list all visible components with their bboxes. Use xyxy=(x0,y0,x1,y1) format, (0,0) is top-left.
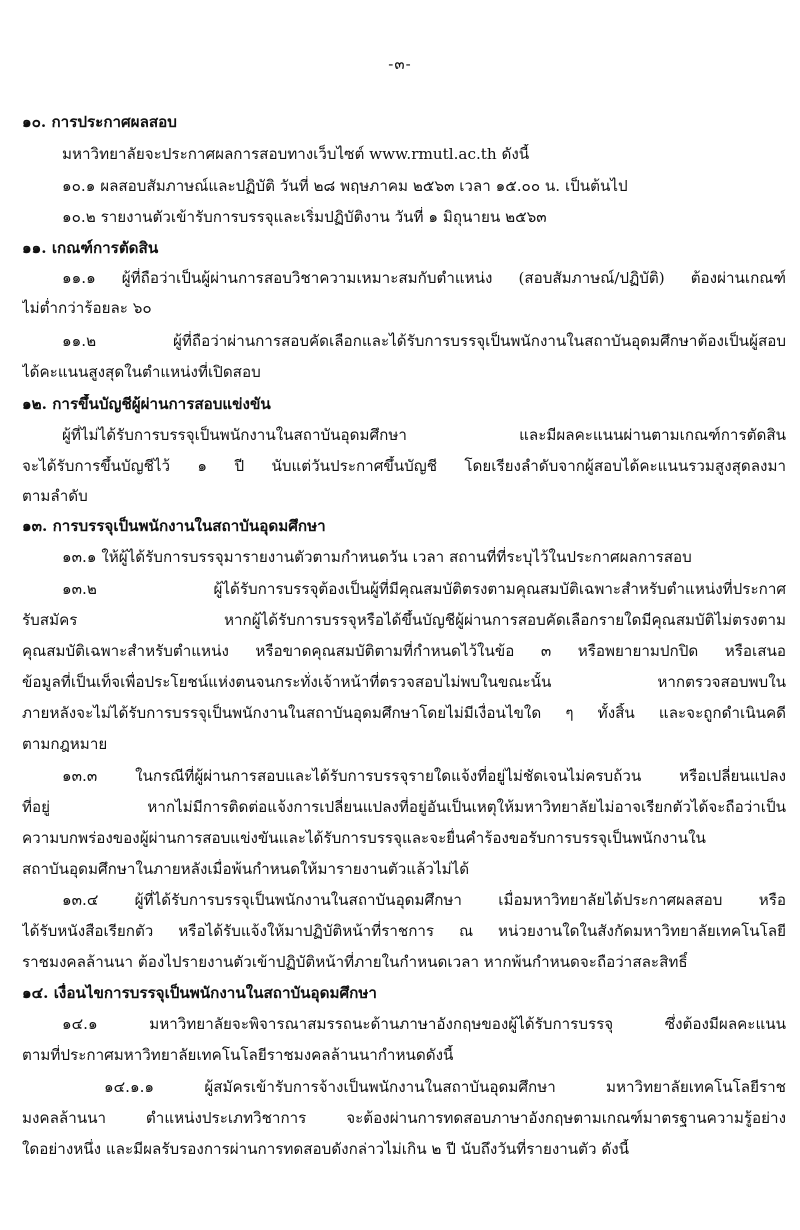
section-13-heading: ๑๓. การบรรจุเป็นพนักงานในสถาบันอุดมศึกษา xyxy=(22,517,326,535)
section-13-3-line-2: ที่อยู่ หากไม่มีการติดต่อแจ้งการเปลี่ยนแปลงที่อยู่อันเป็นเหตุให้มหาวิทยาลัยไม่อาจเรียกตัวได้จะถือว่าเป็น xyxy=(22,798,786,816)
page-number: -๓- xyxy=(388,55,412,73)
section-14-1-1-line-1: ๑๔.๑.๑ ผู้สมัครเข้ารับการจ้างเป็นพนักงานในสถาบันอุดมศึกษา มหาวิทยาลัยเทคโนโลยีราช xyxy=(104,1078,786,1096)
section-13-2-line-3: คุณสมบัติเฉพาะสำหรับตำแหน่ง หรือขาดคุณสมบัติตามที่กำหนดไว้ในข้อ ๓ หรือพยายามปกปิด หรือเสนอ xyxy=(22,642,786,660)
section-12-heading: ๑๒. การขึ้นบัญชีผู้ผ่านการสอบแข่งขัน xyxy=(22,395,271,413)
section-11-2-line-1: ๑๑.๒ ผู้ที่ถือว่าผ่านการสอบคัดเลือกและได้รับการบรรจุเป็นพนักงานในสถาบันอุดมศึกษาต้องเป็นผู้สอบ xyxy=(62,332,786,350)
section-13-2-line-2: รับสมัคร หากผู้ได้รับการบรรจุหรือได้ขึ้นบัญชีผู้ผ่านการสอบคัดเลือกรายใดมีคุณสมบัติไม่ตรงตาม xyxy=(22,611,786,629)
section-12-line-1: ผู้ที่ไม่ได้รับการบรรจุเป็นพนักงานในสถาบันอุดมศึกษา และมีผลคะแนนผ่านตามเกณฑ์การตัดสิน xyxy=(62,426,786,444)
section-11-heading: ๑๑. เกณฑ์การตัดสิน xyxy=(22,239,159,257)
section-11-2-line-2: ได้คะแนนสูงสุดในตำแหน่งที่เปิดสอบ xyxy=(22,363,261,381)
section-14-heading: ๑๔. เงื่อนไขการบรรจุเป็นพนักงานในสถาบันอุดมศึกษา xyxy=(22,984,377,1002)
section-10-1: ๑๐.๑ ผลสอบสัมภาษณ์และปฏิบัติ วันที่ ๒๘ พฤษภาคม ๒๕๖๓ เวลา ๑๕.๐๐ น. เป็นต้นไป xyxy=(62,177,628,195)
section-11-1-line-2: ไม่ต่ำกว่าร้อยละ ๖๐ xyxy=(22,299,152,317)
section-10-2: ๑๐.๒ รายงานตัวเข้ารับการบรรจุและเริ่มปฏิบัติงาน วันที่ ๑ มิถุนายน ๒๕๖๓ xyxy=(62,208,547,226)
section-14-1-line-1: ๑๔.๑ มหาวิทยาลัยจะพิจารณาสมรรถนะด้านภาษาอังกฤษของผู้ได้รับการบรรจุ ซึ่งต้องมีผลคะแนน xyxy=(62,1015,786,1033)
section-14-1-1-line-3: ใดอย่างหนึ่ง และมีผลรับรองการผ่านการทดสอบดังกล่าวไม่เกิน ๒ ปี นับถึงวันที่รายงานตัว ดังนี้ xyxy=(22,1140,630,1158)
section-13-4-line-2: ได้รับหนังสือเรียกตัว หรือได้รับแจ้งให้มาปฏิบัติหน้าที่ราชการ ณ หน่วยงานใดในสังกัดมหาวิทยาลัยเทคโนโลยี xyxy=(22,922,786,940)
section-11-1-line-1: ๑๑.๑ ผู้ที่ถือว่าเป็นผู้ผ่านการสอบวิชาความเหมาะสมกับตำแหน่ง (สอบสัมภาษณ์/ปฏิบัติ) ต้องผ่านเกณฑ์ xyxy=(62,269,786,287)
section-13-1: ๑๓.๑ ให้ผู้ได้รับการบรรจุมารายงานตัวตามกำหนดวัน เวลา สถานที่ที่ระบุไว้ในประกาศผลการสอบ xyxy=(62,548,692,566)
section-13-2-line-6: ตามกฎหมาย xyxy=(22,735,108,753)
section-13-4-line-3: ราชมงคลล้านนา ต้องไปรายงานตัวเข้าปฏิบัติหน้าที่ภายในกำหนดเวลา หากพ้นกำหนดจะถือว่าสละสิทธิ์ xyxy=(22,953,688,971)
section-13-3-line-1: ๑๓.๓ ในกรณีที่ผู้ผ่านการสอบและได้รับการบรรจุรายใดแจ้งที่อยู่ไม่ชัดเจนไม่ครบถ้วน หรือเปลี่ยนแปลง xyxy=(62,767,786,785)
section-12-line-3: ตามลำดับ xyxy=(22,487,88,505)
section-13-2-line-4: ข้อมูลที่เป็นเท็จเพื่อประโยชน์แห่งตนจนกระทั่งเจ้าหน้าที่ตรวจสอบไม่พบในขณะนั้น หากตรวจสอบพบใน xyxy=(22,673,786,691)
section-10-intro: มหาวิทยาลัยจะประกาศผลการสอบทางเว็บไซต์ www.rmutl.ac.th ดังนี้ xyxy=(62,145,530,163)
section-13-2-line-1: ๑๓.๒ ผู้ได้รับการบรรจุต้องเป็นผู้ที่มีคุณสมบัติตรงตามคุณสมบัติเฉพาะสำหรับตำแหน่งที่ประกาศ xyxy=(62,580,786,598)
section-14-1-line-2: ตามที่ประกาศมหาวิทยาลัยเทคโนโลยีราชมงคลล้านนากำหนดดังนี้ xyxy=(22,1046,454,1064)
section-12-line-2: จะได้รับการขึ้นบัญชีไว้ ๑ ปี นับแต่วันประกาศขึ้นบัญชี โดยเรียงลำดับจากผู้สอบได้คะแนนรวมสูงสุดลงมา xyxy=(22,457,786,475)
section-14-1-1-line-2: มงคลล้านนา ตำแหน่งประเภทวิชาการ จะต้องผ่านการทดสอบภาษาอังกฤษตามเกณฑ์มาตรฐานความรู้อย่าง xyxy=(22,1109,786,1127)
section-13-4-line-1: ๑๓.๔ ผู้ที่ได้รับการบรรจุเป็นพนักงานในสถาบันอุดมศึกษา เมื่อมหาวิทยาลัยได้ประกาศผลสอบ หรือ xyxy=(62,891,786,909)
section-13-3-line-3: ความบกพร่องของผู้ผ่านการสอบแข่งขันและได้รับการบรรจุและจะยื่นคำร้องขอรับการบรรจุเป็นพนักงานใน xyxy=(22,829,706,847)
section-13-3-line-4: สถาบันอุดมศึกษาในภายหลังเมื่อพ้นกำหนดให้มารายงานตัวแล้วไม่ได้ xyxy=(22,860,470,878)
section-13-2-line-5: ภายหลังจะไม่ได้รับการบรรจุเป็นพนักงานในสถาบันอุดมศึกษาโดยไม่มีเงื่อนไขใด ๆ ทั้งสิ้น และจะถูกดำเนินคดี xyxy=(22,704,786,722)
section-10-heading: ๑๐. การประกาศผลสอบ xyxy=(22,113,177,131)
